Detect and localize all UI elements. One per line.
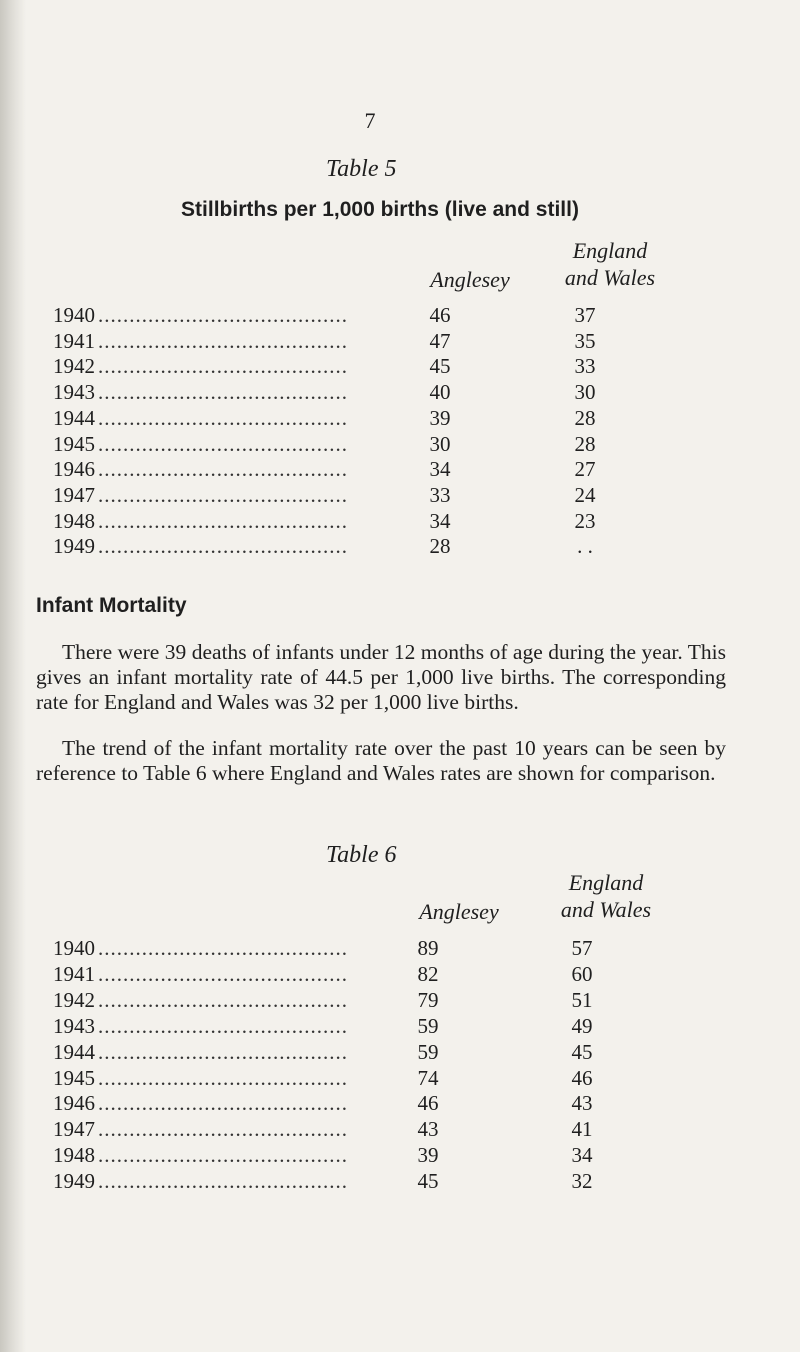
row-year: 1949 [53,534,95,559]
table5-row [0,534,800,562]
row-leader-dots: ........................................ [98,1065,348,1090]
row-leader-dots: ........................................ [98,1013,348,1038]
row-england-value: 49 [571,1013,593,1038]
infant-mortality-paragraph-1: There were 39 deaths of infants under 12 months of age during the year. This gives an infant mortality rate of 44.5 per 1,000 live births. The corresponding rate for England and Wales was 32 per 1,000 live births. [36,640,726,714]
row-england-value: 27 [574,457,596,482]
row-year: 1942 [53,354,95,379]
table5-row [0,457,800,485]
table6-col-england-line2: and Wales [560,897,652,922]
row-leader-dots: ........................................ [98,534,348,559]
row-england-value: 51 [571,987,593,1012]
row-england-value: 60 [571,961,593,986]
row-leader-dots: ........................................ [98,482,348,507]
row-england-value: 32 [571,1169,593,1194]
row-anglesey-value: 33 [429,482,451,507]
row-anglesey-value: 47 [429,328,451,353]
table5-row [0,380,800,408]
row-anglesey-value: 45 [429,354,451,379]
table6-row [0,1143,800,1171]
row-leader-dots: ........................................ [98,431,348,456]
row-leader-dots: ........................................ [98,354,348,379]
row-england-value: 34 [571,1143,593,1168]
row-england-value: 57 [571,936,593,960]
row-year: 1942 [53,987,95,1012]
row-anglesey-value: 82 [417,961,439,986]
table5-col-england-line2: and Wales [564,265,656,290]
row-england-value: 35 [574,328,596,353]
table6-row [0,1014,800,1042]
table5-row [0,354,800,382]
row-leader-dots: ........................................ [98,303,348,327]
row-leader-dots: ........................................ [98,1039,348,1064]
row-anglesey-value: 59 [417,1013,439,1038]
row-england-value: 24 [574,482,596,507]
table6-col-anglesey: Anglesey [419,899,499,924]
row-anglesey-value: 39 [417,1143,439,1168]
table6-row [0,1066,800,1094]
row-anglesey-value: 74 [417,1065,439,1090]
table5-row [0,432,800,460]
row-anglesey-value: 30 [429,431,451,456]
table6-row [0,1169,800,1197]
row-anglesey-value: 89 [417,936,439,960]
row-england-value: 23 [574,508,596,533]
page-number: 7 [364,108,376,133]
table6-row [0,988,800,1016]
row-leader-dots: ........................................ [98,961,348,986]
row-england-value: 28 [574,431,596,456]
row-year: 1949 [53,1169,95,1194]
table6-row [0,936,800,964]
row-year: 1946 [53,457,95,482]
row-anglesey-value: 46 [417,1091,439,1116]
row-anglesey-value: 28 [429,534,451,559]
table6-col-england-line1: England [568,870,644,895]
row-leader-dots: ........................................ [98,987,348,1012]
row-year: 1945 [53,1065,95,1090]
row-year: 1947 [53,482,95,507]
row-year: 1945 [53,431,95,456]
infant-mortality-paragraph-2: The trend of the infant mortality rate over the past 10 years can be seen by reference to Table 6 where England and Wales rates are shown for comparison. [36,736,726,785]
row-leader-dots: ........................................ [98,405,348,430]
row-england-value: 28 [574,405,596,430]
row-leader-dots: ........................................ [98,1143,348,1168]
row-year: 1943 [53,1013,95,1038]
row-anglesey-value: 59 [417,1039,439,1064]
row-year: 1946 [53,1091,95,1116]
table5-row [0,406,800,434]
row-year: 1944 [53,1039,95,1064]
infant-mortality-heading: Infant Mortality [36,594,187,617]
row-leader-dots: ........................................ [98,328,348,353]
row-leader-dots: ........................................ [98,1169,348,1194]
table6-row [0,1040,800,1068]
row-year: 1948 [53,508,95,533]
row-england-value: 46 [571,1065,593,1090]
row-leader-dots: ........................................ [98,380,348,405]
row-england-value: 33 [574,354,596,379]
row-england-value: 30 [574,380,596,405]
row-leader-dots: ........................................ [98,936,348,960]
table5-col-england-line1: England [572,238,648,263]
row-anglesey-value: 34 [429,508,451,533]
row-year: 1943 [53,380,95,405]
row-anglesey-value: 46 [429,303,451,327]
row-england-value: 41 [571,1117,593,1142]
row-year: 1947 [53,1117,95,1142]
row-leader-dots: ........................................ [98,1117,348,1142]
table5-row [0,509,800,537]
row-year: 1941 [53,961,95,986]
table5-col-anglesey: Anglesey [430,267,510,292]
row-leader-dots: ........................................ [98,1091,348,1116]
row-leader-dots: ........................................ [98,457,348,482]
table5-row [0,483,800,511]
table5-title: Table 5 [326,156,397,182]
row-anglesey-value: 39 [429,405,451,430]
row-england-value: . . [577,534,593,559]
row-year: 1940 [53,936,95,960]
table5-row [0,303,800,331]
row-leader-dots: ........................................ [98,508,348,533]
row-year: 1944 [53,405,95,430]
row-england-value: 45 [571,1039,593,1064]
table5-row [0,329,800,357]
row-year: 1948 [53,1143,95,1168]
row-anglesey-value: 45 [417,1169,439,1194]
table5-caption: Stillbirths per 1,000 births (live and still) [181,198,579,221]
table6-row [0,1117,800,1145]
row-year: 1940 [53,303,95,327]
table6-row [0,1091,800,1119]
row-year: 1941 [53,328,95,353]
row-anglesey-value: 34 [429,457,451,482]
table6-row [0,962,800,990]
row-england-value: 37 [574,303,596,327]
row-anglesey-value: 43 [417,1117,439,1142]
row-anglesey-value: 40 [429,380,451,405]
row-anglesey-value: 79 [417,987,439,1012]
row-england-value: 43 [571,1091,593,1116]
table6-title: Table 6 [326,842,397,868]
